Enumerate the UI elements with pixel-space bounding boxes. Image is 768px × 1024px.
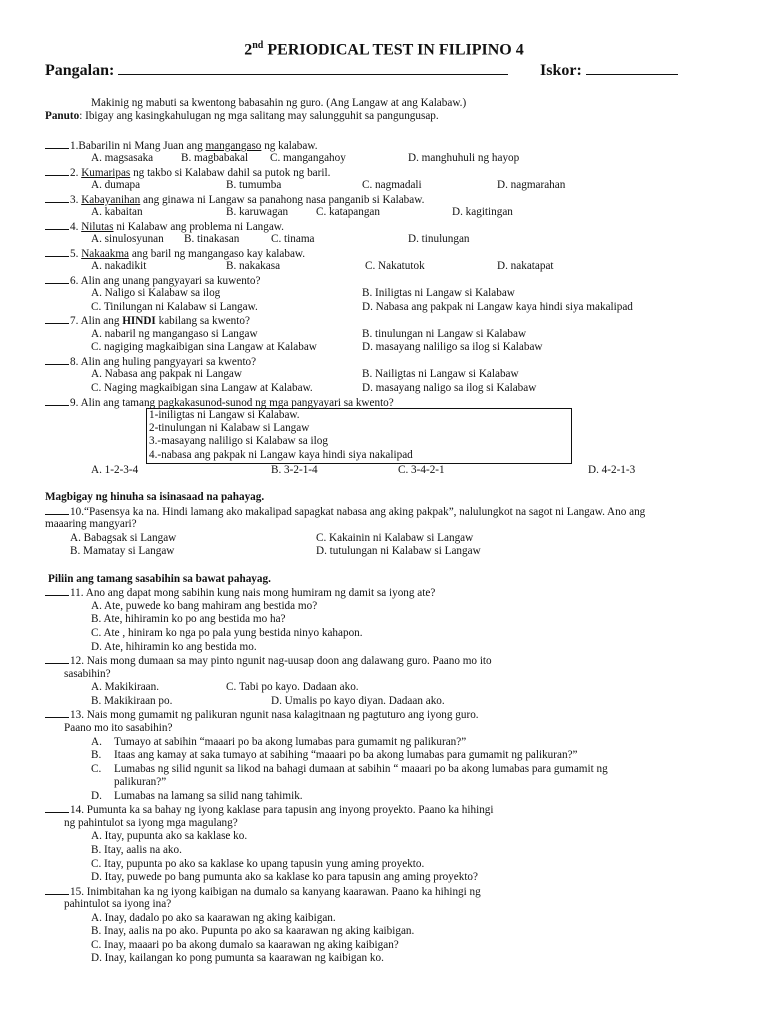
q3-choice-d[interactable]: D. kagitingan: [452, 206, 513, 218]
q8-choice-a[interactable]: A. Nabasa ang pakpak ni Langaw: [91, 368, 242, 380]
score-blank[interactable]: [586, 60, 678, 75]
question-7: 7. Alin ang HINDI kabilang sa kwento?: [45, 314, 250, 327]
answer-blank-9[interactable]: [45, 396, 69, 406]
q4-choice-b[interactable]: B. tinakasan: [184, 233, 240, 245]
q9-choice-c[interactable]: C. 3-4-2-1: [398, 464, 445, 476]
answer-blank-2[interactable]: [45, 166, 69, 176]
q8-choice-c[interactable]: C. Naging magkaibigan sina Langaw at Kalabaw.: [91, 382, 313, 394]
section-heading-choose: Piliin ang tamang sasabihin sa bawat pahayag.: [48, 573, 271, 585]
score-field: [540, 60, 678, 80]
question-5: 5. Nakaakma ang baril ng mangangaso kay kalabaw.: [45, 247, 305, 260]
question-1: 1.Babarilin ni Mang Juan ang mangangaso ng kalabaw.: [45, 139, 318, 152]
answer-blank-12[interactable]: [45, 654, 69, 664]
question-3: 3. Kabayanihan ang ginawa ni Langaw sa panahong nasa panganib si Kalabaw.: [45, 193, 424, 206]
title-text: PERIODICAL TEST IN FILIPINO 4: [267, 41, 524, 59]
q11-choice-a[interactable]: A. Ate, puwede ko bang mahiram ang bestida mo?: [91, 600, 318, 612]
answer-blank-6[interactable]: [45, 274, 69, 284]
underlined-word: Nilutas: [81, 221, 114, 233]
answer-blank-7[interactable]: [45, 314, 69, 324]
sequence-item: 3.-masayang naliligo si Kalabaw sa ilog: [149, 435, 328, 448]
q12-choice-a[interactable]: A. Makikiraan.: [91, 681, 160, 693]
answer-blank-5[interactable]: [45, 247, 69, 257]
q6-choice-c[interactable]: C. Tinilungan ni Kalabaw si Langaw.: [91, 301, 258, 313]
q11-choice-c[interactable]: C. Ate , hiniram ko nga po pala yung bestida ninyo kahapon.: [91, 627, 363, 639]
q11-choice-d[interactable]: D. Ate, hihiramin ko ang bestida mo.: [91, 641, 257, 653]
question-15: 15. Inimbitahan ka ng iyong kaibigan na dumalo sa kanyang kaarawan. Paano ka hihingi ng: [45, 885, 481, 898]
q10-choice-d[interactable]: D. tutulungan ni Kalabaw si Langaw: [316, 545, 481, 557]
question-6: 6. Alin ang unang pangyayari sa kuwento?: [45, 274, 260, 287]
q3-choice-a[interactable]: A. kabaitan: [91, 206, 143, 218]
underlined-word: Kumaripas: [81, 167, 131, 179]
question-11: 11. Ano ang dapat mong sabihin kung nais mong humiram ng damit sa iyong ate?: [45, 586, 435, 599]
question-12-cont: sasabihin?: [64, 668, 111, 680]
instructions: [45, 110, 439, 122]
answer-blank-8[interactable]: [45, 355, 69, 365]
q6-choice-a[interactable]: A. Naligo si Kalabaw sa ilog: [91, 287, 221, 299]
question-2: 2. Kumaripas ng takbo si Kalabaw dahil sa putok ng baril.: [45, 166, 330, 179]
answer-blank-4[interactable]: [45, 220, 69, 230]
question-15-cont: pahintulot sa iyong ina?: [64, 898, 172, 910]
q13-choice-a-text: Tumayo at sabihin “maaari po ba akong lumabas para gumamit ng palikuran?”: [114, 736, 467, 748]
q6-choice-b[interactable]: B. Iniligtas ni Langaw si Kalabaw: [362, 287, 515, 299]
q8-choice-d[interactable]: D. masayang naligo sa ilog si Kalabaw: [362, 382, 537, 394]
q9-choice-b[interactable]: B. 3-2-1-4: [271, 464, 318, 476]
q12-choice-d[interactable]: D. Umalis po kayo diyan. Dadaan ako.: [271, 695, 445, 707]
question-10: 10.“Pasensya ka na. Hindi lamang ako makalipad sapagkat nabasa ang aking pakpak”, nalulungkot na sagot ni Langaw. Ano ang: [45, 505, 645, 518]
q5-choice-b[interactable]: B. nakakasa: [226, 260, 281, 272]
intro-text: Makinig ng mabuti sa kwentong babasahin ng guro. (Ang Langaw at ang Kalabaw.): [91, 97, 467, 109]
answer-blank-13[interactable]: [45, 708, 69, 718]
q2-choice-c[interactable]: C. nagmadali: [362, 179, 422, 191]
answer-blank-3[interactable]: [45, 193, 69, 203]
question-4: 4. Nilutas ni Kalabaw ang problema ni Langaw.: [45, 220, 284, 233]
q13-choice-b[interactable]: B.: [91, 749, 102, 761]
section-heading-inference: Magbigay ng hinuha sa isinasaad na pahayag.: [45, 491, 265, 503]
sequence-item: 4.-nabasa ang pakpak ni Langaw kaya hindi siya nakalipad: [149, 448, 413, 461]
q10-choice-a[interactable]: A. Babagsak si Langaw: [70, 532, 177, 544]
score-label: Iskor:: [540, 62, 582, 79]
q11-choice-b[interactable]: B. Ate, hihiramin ko po ang bestida mo ha?: [91, 613, 286, 625]
q4-choice-c[interactable]: C. tinama: [271, 233, 315, 245]
answer-blank-15[interactable]: [45, 885, 69, 895]
question-8: 8. Alin ang huling pangyayari sa kwento?: [45, 355, 256, 368]
q15-choice-b[interactable]: B. Inay, aalis na po ako. Pupunta po ako sa kaarawan ng aking kaibigan.: [91, 925, 415, 937]
q14-choice-d[interactable]: D. Itay, puwede po bang pumunta ako sa kaklase ko para tapusin ang aming proyekto?: [91, 871, 478, 883]
title-superscript: nd: [252, 40, 264, 51]
q14-choice-a[interactable]: A. Itay, pupunta ako sa kaklase ko.: [91, 830, 248, 842]
answer-blank-1[interactable]: [45, 139, 69, 149]
q15-choice-a[interactable]: A. Inay, dadalo po ako sa kaarawan ng aking kaibigan.: [91, 912, 336, 924]
q12-choice-c[interactable]: C. Tabi po kayo. Dadaan ako.: [226, 681, 359, 693]
q9-choice-d[interactable]: D. 4-2-1-3: [588, 464, 636, 476]
q5-choice-c[interactable]: C. Nakatutok: [365, 260, 425, 272]
q1-choice-c[interactable]: C. mangangahoy: [270, 152, 346, 164]
name-field: [45, 60, 508, 80]
q1-choice-b[interactable]: B. magbabakal: [181, 152, 249, 164]
sequence-box: [146, 408, 572, 464]
question-12: 12. Nais mong dumaan sa may pinto ngunit nag-uusap doon ang dalawang guro. Paano mo ito: [45, 654, 492, 667]
underlined-word: mangangaso: [205, 140, 262, 152]
q7-choice-d[interactable]: D. masayang naliligo sa ilog si Kalabaw: [362, 341, 543, 353]
q13-choice-b-text: Itaas ang kamay at saka tumayo at sabihing “maaari po ba akong lumabas para gumamit ng palikuran?”: [114, 749, 578, 761]
q10-choice-b[interactable]: B. Mamatay si Langaw: [70, 545, 175, 557]
q13-choice-d-text: Lumabas na lamang sa silid nang tahimik.: [114, 790, 303, 802]
q5-choice-d[interactable]: D. nakatapat: [497, 260, 554, 272]
question-13-cont: Paano mo ito sasabihin?: [64, 722, 173, 734]
q15-choice-d[interactable]: D. Inay, kailangan ko pong pumunta sa kaarawan ng kaibigan ko.: [91, 952, 384, 964]
instructions-label: Panuto: [45, 110, 80, 122]
answer-blank-14[interactable]: [45, 803, 69, 813]
question-14: 14. Pumunta ka sa bahay ng iyong kaklase para tapusin ang inyong proyekto. Paano ka hihingi: [45, 803, 494, 816]
name-label: Pangalan:: [45, 62, 115, 79]
q7-choice-b[interactable]: B. tinulungan ni Langaw si Kalabaw: [362, 328, 527, 340]
answer-blank-10[interactable]: [45, 505, 69, 515]
q13-choice-c-text-cont: palikuran?”: [114, 776, 167, 788]
q1-choice-d[interactable]: D. manghuhuli ng hayop: [408, 152, 520, 164]
q2-choice-d[interactable]: D. nagmarahan: [497, 179, 566, 191]
q4-choice-d[interactable]: D. tinulungan: [408, 233, 470, 245]
sequence-item: 2-tinulungan ni Kalabaw si Langaw: [149, 422, 310, 435]
q2-choice-b[interactable]: B. tumumba: [226, 179, 282, 191]
question-14-cont: ng pahintulot sa iyong mga magulang?: [64, 817, 238, 829]
q15-choice-c[interactable]: C. Inay, maaari po ba akong dumalo sa kaarawan ng aking kaibigan?: [91, 939, 399, 951]
title-number: 2: [244, 41, 253, 59]
q14-choice-c[interactable]: C. Itay, pupunta po ako sa kaklase ko upang tapusin yung aming proyekto.: [91, 858, 425, 870]
instructions-text: : Ibigay ang kasingkahulugan ng mga salitang may salungguhit sa pangungusap.: [79, 110, 439, 122]
q5-choice-a[interactable]: A. nakadikit: [91, 260, 147, 272]
q7-choice-a[interactable]: A. nabaril ng mangangaso si Langaw: [91, 328, 258, 340]
q14-choice-b[interactable]: B. Itay, aalis na ako.: [91, 844, 182, 856]
q1-choice-a[interactable]: A. magsasaka: [91, 152, 154, 164]
question-13: 13. Nais mong gumamit ng palikuran ngunit nasa kalagitnaan ng pagtuturo ang iyong guro.: [45, 708, 479, 721]
page-title: [0, 40, 768, 59]
q13-choice-a[interactable]: A.: [91, 736, 102, 748]
q10-choice-c[interactable]: C. Kakainin ni Kalabaw si Langaw: [316, 532, 474, 544]
question-10-cont: maaaring mangyari?: [45, 518, 137, 530]
q9-choice-a[interactable]: A. 1-2-3-4: [91, 464, 139, 476]
q8-choice-b[interactable]: B. Nailigtas ni Langaw si Kalabaw: [362, 368, 519, 380]
sequence-item: 1-iniligtas ni Langaw si Kalabaw.: [149, 409, 300, 421]
q2-choice-a[interactable]: A. dumapa: [91, 179, 141, 191]
q13-choice-c[interactable]: C.: [91, 763, 102, 775]
q6-choice-d[interactable]: D. Nabasa ang pakpak ni Langaw kaya hindi siya makalipad: [362, 301, 633, 313]
answer-blank-11[interactable]: [45, 586, 69, 596]
q7-choice-c[interactable]: C. nagiging magkaibigan sina Langaw at Kalabaw: [91, 341, 317, 353]
q12-choice-b[interactable]: B. Makikiraan po.: [91, 695, 173, 707]
q3-choice-b[interactable]: B. karuwagan: [226, 206, 289, 218]
name-blank[interactable]: [118, 60, 508, 75]
underlined-word: Kabayanihan: [81, 194, 141, 206]
q13-choice-c-text: Lumabas ng silid ngunit sa likod na bahagi dumaan at sabihin “ maaari po ba akong lumabas para gumamit ng: [114, 763, 608, 775]
underlined-word: Nakaakma: [81, 248, 130, 260]
q4-choice-a[interactable]: A. sinulosyunan: [91, 233, 164, 245]
q13-choice-d[interactable]: D.: [91, 790, 102, 802]
question-9: 9. Alin ang tamang pagkakasunod-sunod ng mga pangyayari sa kwento?: [45, 396, 394, 409]
q3-choice-c[interactable]: C. katapangan: [316, 206, 380, 218]
